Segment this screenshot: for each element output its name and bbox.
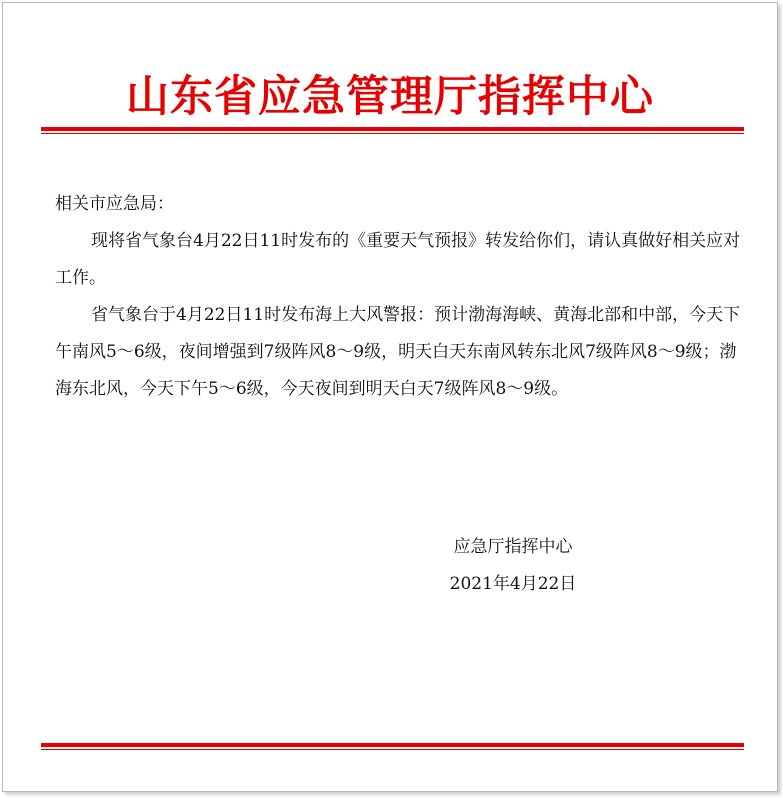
document-body (55, 186, 745, 408)
paragraph-gale-warning: 省气象台于4月22日11时发布海上大风警报：预计渤海海峡、黄海北部和中部，今天下午南风5～6级，夜间增强到7级阵风8～9级，明天白天东南风转东北风7级阵风8～9级；渤海东北风，今天下午5～6级，今天夜间到明天白天7级阵风8～9级。 (55, 305, 741, 399)
footer-red-rule (41, 743, 744, 750)
header-red-rule (41, 127, 744, 134)
paragraph-forward-notice: 现将省气象台4月22日11时发布的《重要天气预报》转发给你们，请认真做好相关应对工作。 (55, 231, 741, 288)
document-page (2, 2, 778, 792)
signature-date: 2021年4月22日 (449, 574, 577, 594)
document-header-title: 山东省应急管理厅指挥中心 (126, 72, 654, 122)
signature-organization: 应急厅指挥中心 (453, 537, 573, 557)
salutation: 相关市应急局： (55, 194, 174, 214)
